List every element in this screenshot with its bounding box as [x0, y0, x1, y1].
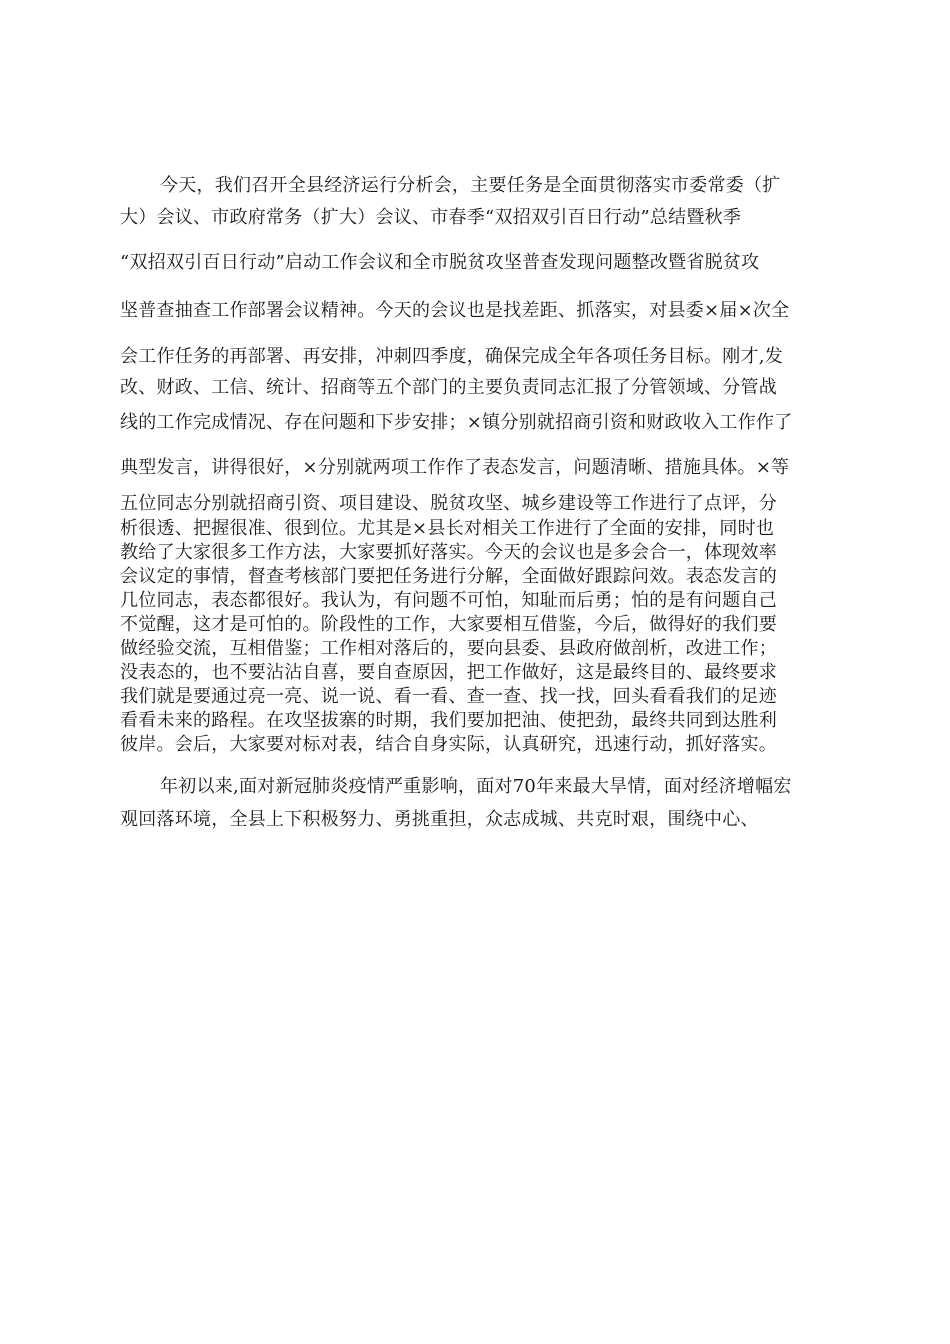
paragraph-1-line-1: 今天，我们召开全县经济运行分析会，主要任务是全面贯彻落实市委常委（扩: [160, 175, 781, 196]
paragraph-2-line-2: 观回落环境，全县上下积极努力、勇挑重担，众志成城、共克时艰，围绕中心、: [120, 809, 759, 830]
paragraph-1-line-16: 没表态的，也不要沾沾自喜，要自查原因，把工作做好，这是最终目的、最终要求: [120, 662, 777, 683]
paragraph-1-line-15: 做经验交流，互相借鉴；工作相对落后的，要向县委、县政府做剖析，改进工作；: [120, 638, 777, 659]
paragraph-1-line-7: 线的工作完成情况、存在问题和下步安排；×镇分别就招商引资和财政收入工作作了: [120, 412, 793, 433]
paragraph-1-line-10: 析很透、把握很准、很到位。尤其是×县长对相关工作进行了全面的安排，同时也: [120, 518, 775, 539]
paragraph-1-line-11: 教给了大家很多工作方法，大家要抓好落实。今天的会议也是多会合一，体现效率: [120, 542, 777, 563]
paragraph-2-line-1: 年初以来,面对新冠肺炎疫情严重影响，面对70年来最大旱情，面对经济增幅宏: [160, 776, 792, 797]
paragraph-1-line-12: 会议定的事情，督查考核部门要把任务进行分解，全面做好跟踪问效。表态发言的: [120, 566, 777, 587]
paragraph-1-line-17: 我们就是要通过亮一亮、说一说、看一看、查一查、找一找，回头看看我们的足迹: [120, 686, 777, 707]
paragraph-1-line-14: 不觉醒，这才是可怕的。阶段性的工作，大家要相互借鉴，今后，做得好的我们要: [120, 614, 777, 635]
paragraph-1-line-2: 大）会议、市政府常务（扩大）会议、市春季“双招双引百日行动”总结暨秋季: [120, 207, 742, 228]
paragraph-1-line-4: 坚普查抽查工作部署会议精神。今天的会议也是找差距、抓落实，对县委×届×次全: [120, 300, 790, 321]
paragraph-1-line-3: “双招双引百日行动”启动工作会议和全市脱贫攻坚普查发现问题整改暨省脱贫攻: [120, 252, 760, 273]
paragraph-1-line-18: 看看未来的路程。在攻坚拔寨的时期，我们要加把油、使把劲，最终共同到达胜利: [120, 710, 777, 731]
paragraph-1-line-5: 会工作任务的再部署、再安排，冲刺四季度，确保完成全年各项任务目标。刚才,发: [120, 346, 783, 367]
paragraph-1-line-8: 典型发言，讲得很好，×分别就两项工作作了表态发言，问题清晰、措施具体。×等: [120, 457, 790, 478]
paragraph-1-line-6: 改、财政、工信、统计、招商等五个部门的主要负责同志汇报了分管领域、分管战: [120, 377, 777, 398]
paragraph-1-line-19: 彼岸。会后，大家要对标对表，结合自身实际，认真研究，迅速行动，抓好落实。: [120, 734, 777, 755]
paragraph-1-line-9: 五位同志分别就招商引资、项目建设、脱贫攻坚、城乡建设等工作进行了点评，分: [120, 493, 777, 514]
paragraph-1-line-13: 几位同志，表态都很好。我认为，有问题不可怕，知耻而后勇；怕的是有问题自己: [120, 590, 777, 611]
